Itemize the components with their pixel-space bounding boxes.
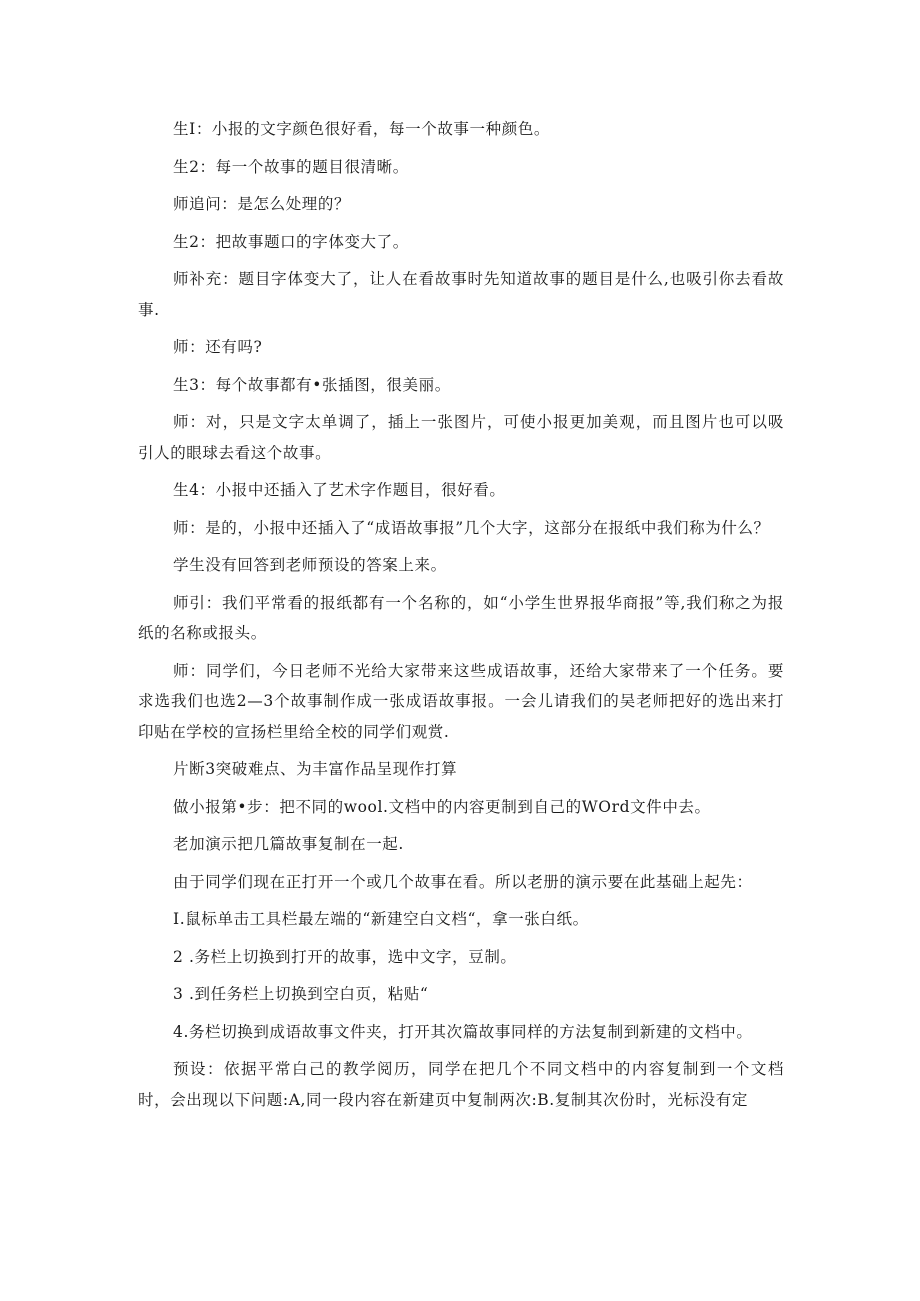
section-heading: 片断3突破难点、为丰富作品呈现作打算 [173,760,458,778]
document-body [138,114,784,1122]
paragraph: 生3：每个故事都有•张插图，很美丽。 [173,375,451,394]
paragraph: 生2：把故事题口的字体变大了。 [173,232,409,251]
paragraph: 生I：小报的文字颜色很好看，每一个故事一种颜色。 [173,120,551,138]
list-item: 4.务栏切换到成语故事文件夹，打开其次篇故事同样的方法复制到新建的文档中。 [173,1022,753,1041]
list-item: I.鼠标单击工具栏最左端的“新建空白文档“，拿一张白纸。 [173,910,589,928]
paragraph: 师引：我们平常看的报纸都有一个名称的，如“小学生世界报华商报”等,我们称之为报纸的名称或报头。 [138,593,784,642]
paragraph: 师：同学们，今日老师不光给大家带来这些成语故事，还给大家带来了一个任务。要求选我们也选2—3个故事制作成一张成语故事报。一会儿请我们的吴老师把好的选出来打印贴在学校的宣扬栏里给全校的同学们观赏. [138,661,784,741]
paragraph: 师追问：是怎么处理的？ [173,195,351,213]
paragraph: 师：对，只是文字太单调了，插上一张图片，可使小报更加美观，而且图片也可以吸引人的眼球去看这个故事。 [138,413,784,462]
paragraph: 生2：每一个故事的题目很清晰。 [173,157,409,176]
paragraph: 老加演示把几篇故事复制在一起. [173,835,404,853]
paragraph: 做小报第•步：把不同的wool.文档中的内容更制到自己的WOrd文件中去。 [173,797,711,816]
paragraph: 师补充：题目字体变大了，让人在看故事时先知道故事的题目是什么,也吸引你去看故事. [138,270,784,319]
paragraph: 预设：依据平常白己的教学阅历，同学在把几个不同文档中的内容复制到一个文档时，会出现以下问题:A,同一段内容在新建页中复制两次:B.复制其次份时，光标没有定 [138,1060,784,1109]
paragraph: 生4：小报中还插入了艺术字作题目，很好看。 [173,481,506,499]
paragraph: 师：是的，小报中还插入了“成语故事报”几个大字，这部分在报纸中我们称为什么？ [173,518,770,537]
paragraph: 学生没有回答到老师预设的答案上来。 [173,556,447,574]
paragraph: 师：还有吗? [173,338,263,356]
list-item: 2 .务栏上切换到打开的故事，选中文字，豆制。 [173,947,517,966]
list-item: 3 .到任务栏上切换到空白页，粘贴“ [173,985,429,1003]
paragraph: 由于同学们现在正打开一个或几个故事在看。所以老册的演示要在此基础上起先： [173,872,753,891]
